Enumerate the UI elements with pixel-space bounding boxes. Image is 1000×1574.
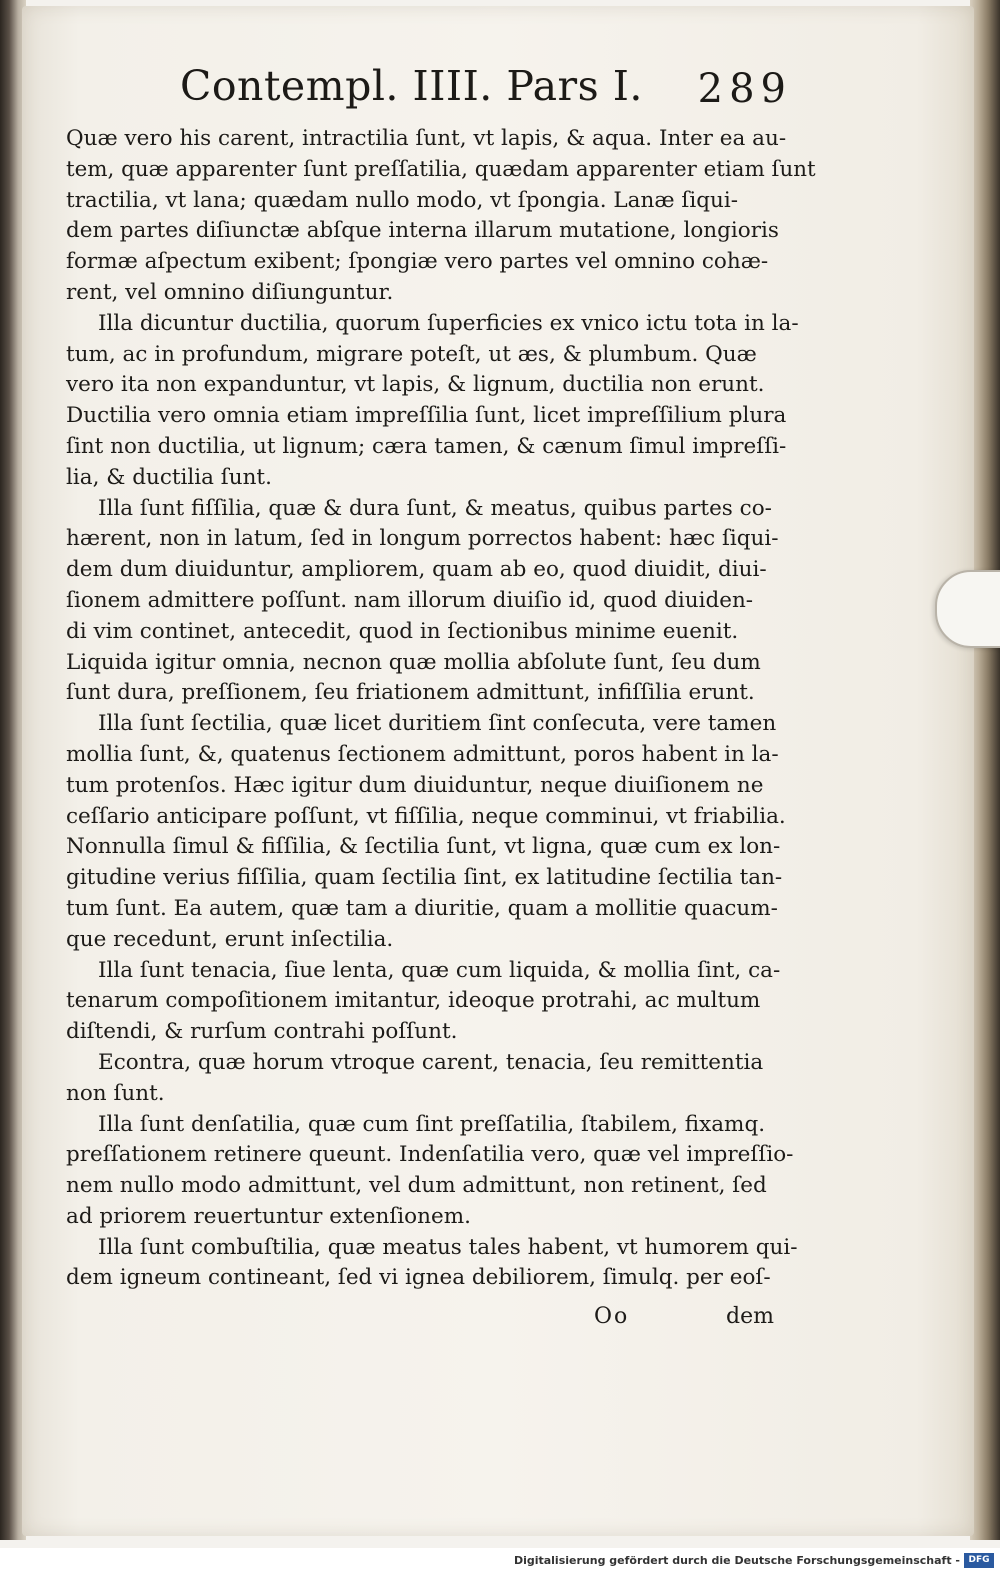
text-line: hærent, non in latum, ſed in longum porrectos habent: hæc ſiqui- [66,526,779,552]
text-line: tem, quæ apparenter ſunt preſſatilia, quædam apparenter etiam ſunt [66,156,816,182]
catchword: dem [726,1304,774,1329]
text-line: Illa ſunt combuſtilia, quæ meatus tales habent, vt humorem qui- [98,1234,798,1260]
text-line: tum, ac in profundum, migrare poteſt, ut æs, & plumbum. Quæ [66,341,757,367]
text-line: dem dum diuiduntur, ampliorem, quam ab eo, quod diuidit, diui- [66,557,767,583]
text-line: Liquida igitur omnia, necnon quæ mollia abſolute ſunt, ſeu dum [66,649,761,675]
text-line: Nonnulla ſimul & fiſſilia, & ſectilia ſunt, vt ligna, quæ cum ex lon- [66,834,781,860]
book-page [22,6,974,1536]
text-line: vero ita non expanduntur, vt lapis, & lignum, ductilia non erunt. [66,372,765,398]
text-line: Quæ vero his carent, intractilia ſunt, vt lapis, & aqua. Inter ea au- [66,126,787,151]
text-line: Illa ſunt fiſſilia, quæ & dura ſunt, & meatus, quibus partes co- [98,495,772,521]
text-line: dem igneum contineant, ſed vi ignea debiliorem, ſimulq. per eoſ- [66,1265,771,1291]
text-line: diſtendi, & rurſum contrahi poſſunt. [66,1019,458,1045]
text-line: ſunt dura, preſſionem, ſeu friationem admittunt, infiſſilia erunt. [66,680,755,706]
text-line: ad priorem reuertuntur extenſionem. [66,1203,471,1229]
text-line: preſſationem retinere queunt. Indenſatilia vero, quæ vel impreſſio- [66,1142,794,1168]
signature-mark: Oo [594,1304,630,1329]
text-line: rent, vel omnino diſiunguntur. [66,279,394,305]
text-line: tum ſunt. Ea autem, quæ tam a diuritie, quam a mollitie quacum- [66,895,778,921]
text-line: formæ aſpectum exibent; ſpongiæ vero partes vel omnino cohæ- [66,249,769,275]
text-line: Econtra, quæ horum vtroque carent, tenacia, ſeu remittentia [98,1049,764,1075]
text-line: que recedunt, erunt inſectilia. [66,926,394,952]
text-line: Illa ſunt denſatilia, quæ cum ſint preſſatilia, ſtabilem, fixamq. [98,1111,766,1137]
body-text [66,124,816,1294]
text-line: Illa ſunt ſectilia, quæ licet duritiem ſint conſecuta, vere tamen [98,711,777,737]
page-header [180,62,820,122]
funding-credit: Digitalisierung gefördert durch die Deutsche Forschungsgemeinschaft - [513,1554,960,1567]
text-line: tenarum compoſitionem imitantur, ideoque protrahi, ac multum [66,988,761,1014]
text-line: di vim continet, antecedit, quod in ſectionibus minime euenit. [66,618,739,644]
text-line: tractilia, vt lana; quædam nullo modo, vt ſpongia. Lanæ ſiqui- [66,187,738,213]
text-line: ceſſario anticipare poſſunt, vt fiſſilia, neque comminui, vt friabilia. [66,803,786,829]
text-line: ſint non ductilia, ut lignum; cæra tamen, & cænum ſimul impreſſi- [66,433,787,459]
text-line: nem nullo modo admittunt, vel dum admittunt, non retinent, ſed [66,1173,767,1199]
text-line: lia, & ductilia ſunt. [66,464,272,490]
running-title: Contempl. IIII. Pars I. [180,62,643,110]
text-line: Illa ſunt tenacia, ſiue lenta, quæ cum liquida, & mollia ſint, ca- [98,957,781,983]
dfg-logo: DFG [964,1553,994,1568]
text-line: tum protenſos. Hæc igitur dum diuiduntur, neque diuiſionem ne [66,772,764,798]
page-footer [66,1304,816,1338]
page-number: 289 [697,66,792,112]
text-line: ſionem admittere poſſunt. nam illorum diuiſio id, quod diuiden- [66,587,754,613]
text-line: Ductilia vero omnia etiam impreſſilia ſunt, licet impreſſilium plura [66,403,787,429]
text-line: mollia ſunt, &, quatenus ſectionem admittunt, poros habent in la- [66,741,779,767]
text-line: non ſunt. [66,1080,165,1106]
text-line: Illa dicuntur ductilia, quorum ſuperficies ex vnico ictu tota in la- [98,310,799,336]
right-page-block [970,0,1000,1540]
text-line: dem partes diſiunctæ abſque interna illarum mutatione, longioris [66,218,779,244]
text-line: gitudine verius fiſſilia, quam ſectilia ſint, ex latitudine ſectilia tan- [66,865,783,891]
bookmark-tab [935,570,1000,648]
digitization-footer [0,1548,1000,1574]
